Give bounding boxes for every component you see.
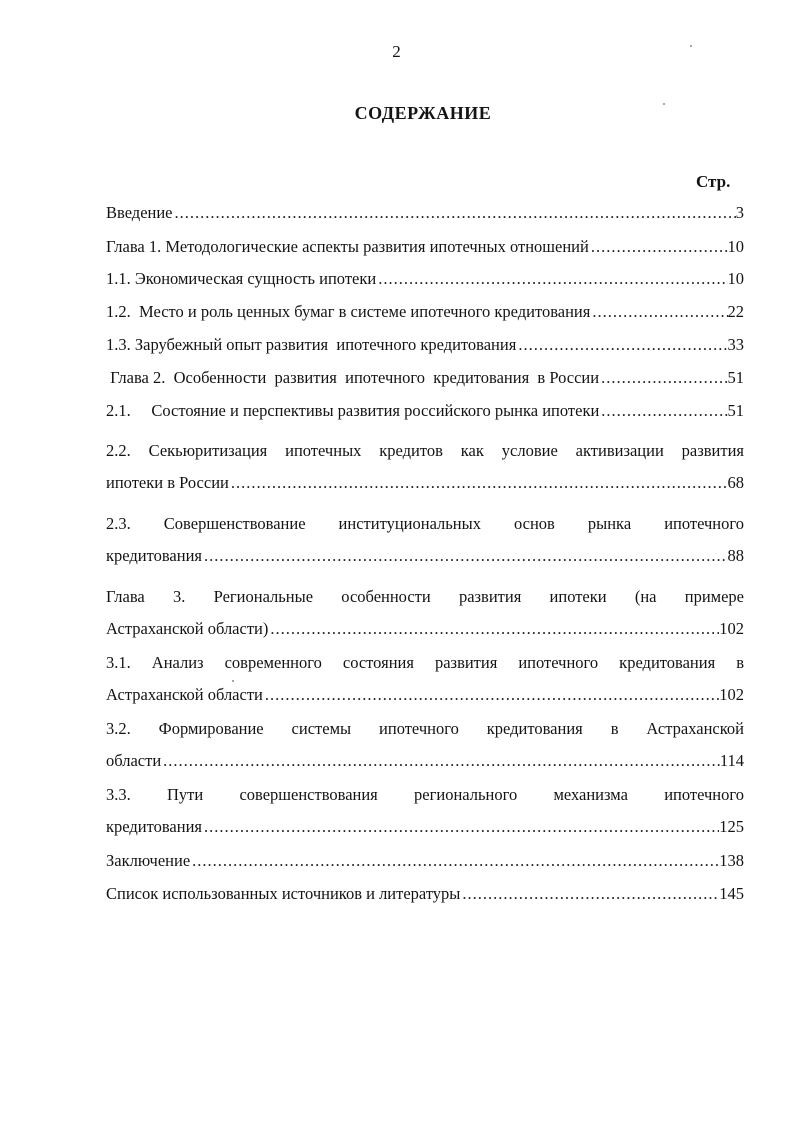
toc-entry-title: Введение — [106, 203, 173, 222]
toc-entry-page: 51 — [727, 401, 744, 420]
leader-dots — [460, 883, 719, 905]
toc-entry-chapter-1 — [106, 236, 744, 258]
toc-entry-chapter-3 — [106, 586, 744, 640]
toc-entry-title-line1: Глава 3. Региональные особенности развития ипотеки (на примере — [106, 587, 744, 606]
toc-entry-page: 33 — [727, 335, 744, 354]
toc-entry-title: Астраханской области) — [106, 619, 269, 638]
leader-dots — [190, 850, 719, 872]
leader-dots — [589, 236, 728, 258]
toc-entry-1-3 — [106, 334, 744, 356]
toc-entry-conclusion — [106, 850, 744, 872]
page-column-label: Стр. — [696, 172, 731, 191]
scan-speck — [690, 45, 692, 47]
toc-entry-2-2 — [106, 440, 744, 494]
scan-speck — [232, 680, 234, 682]
leader-dots — [599, 367, 727, 389]
toc-entry-title: кредитования — [106, 546, 202, 565]
leader-dots — [202, 545, 728, 567]
toc-entry-title: 1.2. Место и роль ценных бумаг в системе ипотечного кредитования — [106, 302, 591, 321]
toc-entry-title: Заключение — [106, 851, 191, 870]
toc-entry-title-line1: 3.2. Формирование системы ипотечного кредитования в Астраханской — [106, 719, 744, 738]
leader-dots — [268, 618, 719, 640]
toc-entry-page: 22 — [727, 302, 744, 321]
toc-entry-page: 125 — [719, 817, 744, 836]
toc-entry-page: 88 — [727, 546, 744, 565]
leader-dots — [161, 750, 720, 772]
toc-entry-page: 10 — [727, 269, 744, 288]
toc-entry-title-line1: 2.3. Совершенствование институциональных основ рынка ипотечного — [106, 514, 744, 533]
leader-dots — [599, 400, 727, 422]
toc-entry-page: 3 — [735, 203, 744, 222]
leader-dots — [516, 334, 727, 356]
toc-entry-page: 114 — [719, 751, 744, 770]
toc-entry-title-line1: 2.2. Секьюритизация ипотечных кредитов как условие активизации развития — [106, 441, 744, 460]
leader-dots — [173, 202, 736, 224]
toc-entry-page: 145 — [719, 884, 744, 903]
toc-entry-page: 51 — [727, 368, 744, 387]
toc-entry-title-line1: 3.3. Пути совершенствования регионального механизма ипотечного — [106, 785, 744, 804]
toc-entry-title: кредитования — [106, 817, 202, 836]
toc-entry-title: Глава 2. Особенности развития ипотечного кредитования в России — [106, 368, 600, 387]
toc-entry-title: Список использованных источников и литературы — [106, 884, 461, 903]
toc-entry-title: 1.3. Зарубежный опыт развития ипотечного кредитования — [106, 335, 517, 354]
toc-entry-2-3 — [106, 513, 744, 567]
toc-entry-introduction — [106, 202, 744, 224]
toc-entry-2-1 — [106, 400, 744, 422]
leader-dots — [229, 472, 728, 494]
toc-entry-page: 68 — [727, 473, 744, 492]
toc-entry-3-2 — [106, 718, 744, 772]
page-number: 2 — [392, 42, 401, 61]
toc-entry-title: 2.1. Состояние и перспективы развития российского рынка ипотеки — [106, 401, 600, 420]
toc-entry-3-1 — [106, 652, 744, 706]
leader-dots — [263, 684, 719, 706]
toc-entry-page: 102 — [719, 685, 744, 704]
leader-dots — [590, 301, 727, 323]
leader-dots — [202, 816, 719, 838]
toc-entry-chapter-2 — [106, 367, 744, 389]
toc-entry-page: 138 — [719, 851, 744, 870]
toc-entry-title-line1: 3.1. Анализ современного состояния развития ипотечного кредитования в — [106, 653, 744, 672]
toc-entry-1-1 — [106, 268, 744, 290]
leader-dots — [376, 268, 727, 290]
toc-entry-references — [106, 883, 744, 905]
toc-entry-title: Глава 1. Методологические аспекты развития ипотечных отношений — [106, 237, 589, 256]
scan-speck — [663, 103, 665, 105]
toc-entry-page: 10 — [727, 237, 744, 256]
toc-entry-title: 1.1. Экономическая сущность ипотеки — [106, 269, 377, 288]
toc-entry-title: ипотеки в России — [106, 473, 229, 492]
page-title: СОДЕРЖАНИЕ — [354, 103, 492, 123]
toc-entry-page: 102 — [719, 619, 744, 638]
toc-entry-title: Астраханской области — [106, 685, 263, 704]
toc-entry-title: области — [106, 751, 162, 770]
toc-entry-3-3 — [106, 784, 744, 838]
toc-entry-1-2 — [106, 301, 744, 323]
